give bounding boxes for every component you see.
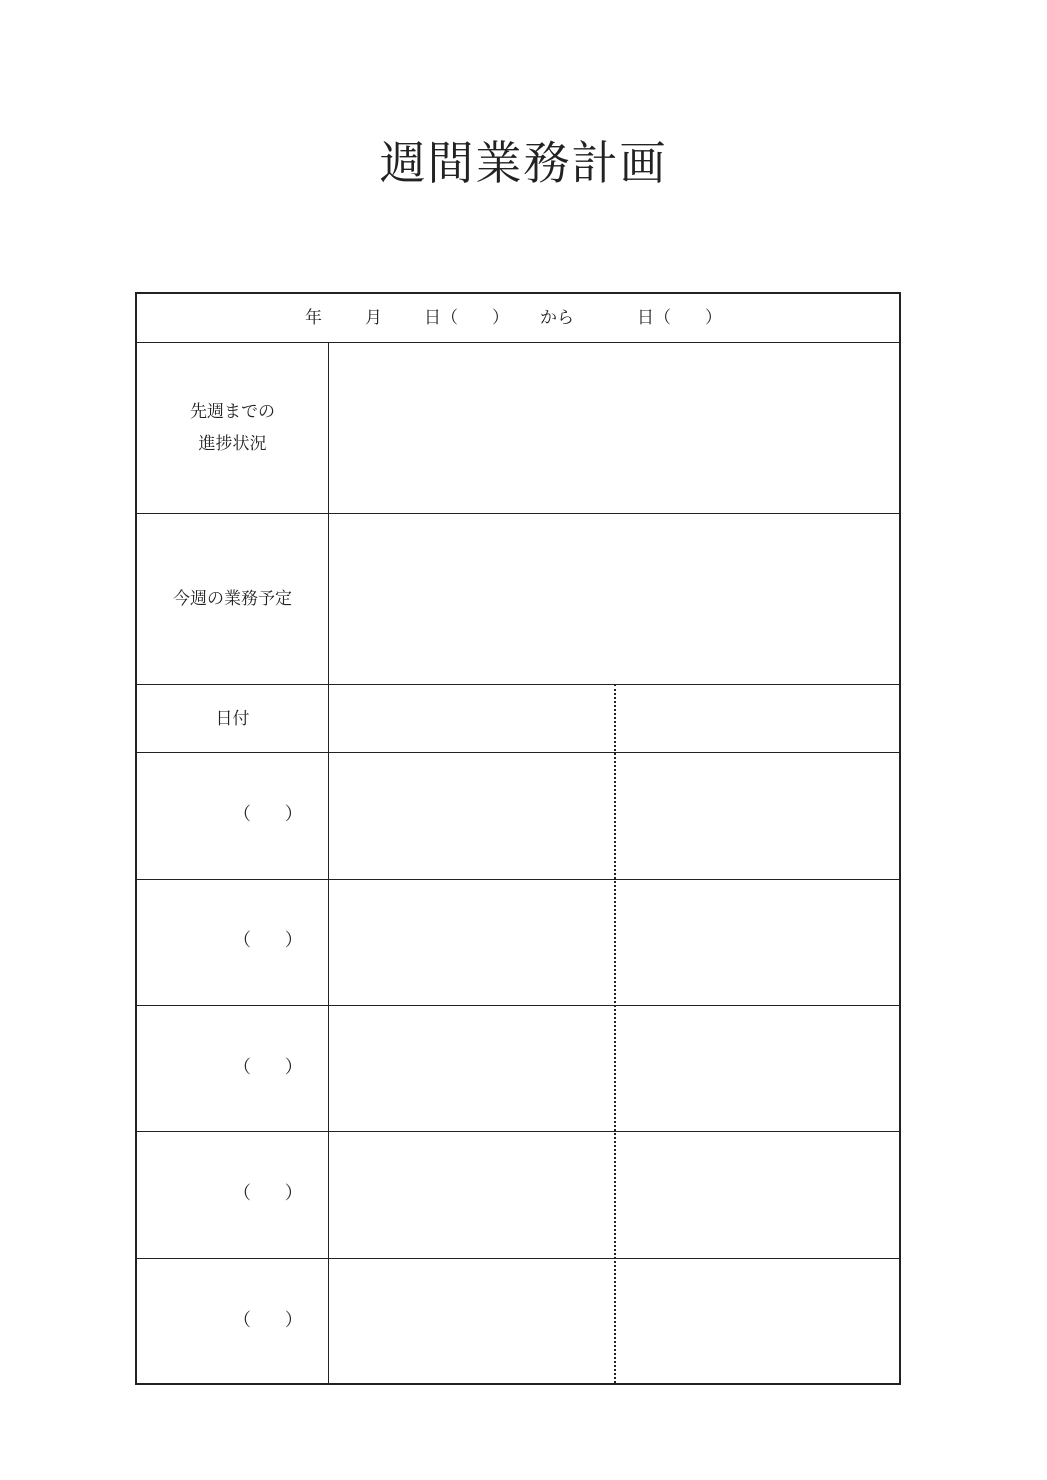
day-2-weekday-paren: （ ） — [233, 930, 317, 951]
month-input-area[interactable] — [327, 300, 363, 336]
day-5-column-1-input[interactable] — [330, 1260, 613, 1384]
divider — [137, 684, 899, 685]
date-column-2-input[interactable] — [617, 686, 901, 751]
plan-input-area[interactable] — [330, 515, 901, 683]
date-label: 日付 — [215, 709, 250, 729]
day-4-column-2-input[interactable] — [617, 1133, 901, 1257]
divider — [137, 513, 899, 514]
day-2-column-2-input[interactable] — [617, 881, 901, 1004]
from-label: から — [540, 308, 574, 328]
day-4-column-1-input[interactable] — [330, 1133, 613, 1257]
weekly-plan-form — [135, 292, 901, 1385]
month-label: 月 — [365, 308, 382, 328]
start-day-label: 日（ ） — [424, 308, 509, 328]
day-5-column-2-input[interactable] — [617, 1260, 901, 1384]
progress-label — [137, 396, 328, 460]
day-3-column-2-input[interactable] — [617, 1007, 901, 1130]
divider — [137, 342, 899, 343]
day-3-column-1-input[interactable] — [330, 1007, 613, 1130]
day-1-weekday-paren: （ ） — [233, 804, 317, 825]
divider — [137, 1005, 899, 1006]
year-label: 年 — [305, 308, 322, 328]
day-1-column-1-input[interactable] — [330, 754, 613, 878]
divider — [137, 1131, 899, 1132]
end-day-label: 日（ ） — [637, 308, 722, 328]
progress-input-area[interactable] — [330, 344, 901, 512]
dotted-column-divider — [614, 684, 616, 1383]
column-divider — [328, 342, 329, 1383]
day-3-weekday-paren: （ ） — [233, 1057, 317, 1078]
day-5-weekday-paren: （ ） — [233, 1310, 317, 1331]
date-column-1-input[interactable] — [330, 686, 613, 751]
day-4-weekday-paren: （ ） — [233, 1183, 317, 1204]
progress-label-line2: 進捗状況 — [198, 434, 267, 454]
divider — [137, 879, 899, 880]
divider — [137, 1258, 899, 1259]
plan-label: 今週の業務予定 — [173, 589, 292, 609]
page-title: 週間業務計画 — [379, 136, 668, 190]
day-1-column-2-input[interactable] — [617, 754, 901, 878]
progress-label-line1: 先週までの — [190, 402, 275, 422]
day-2-column-1-input[interactable] — [330, 881, 613, 1004]
divider — [137, 752, 899, 753]
